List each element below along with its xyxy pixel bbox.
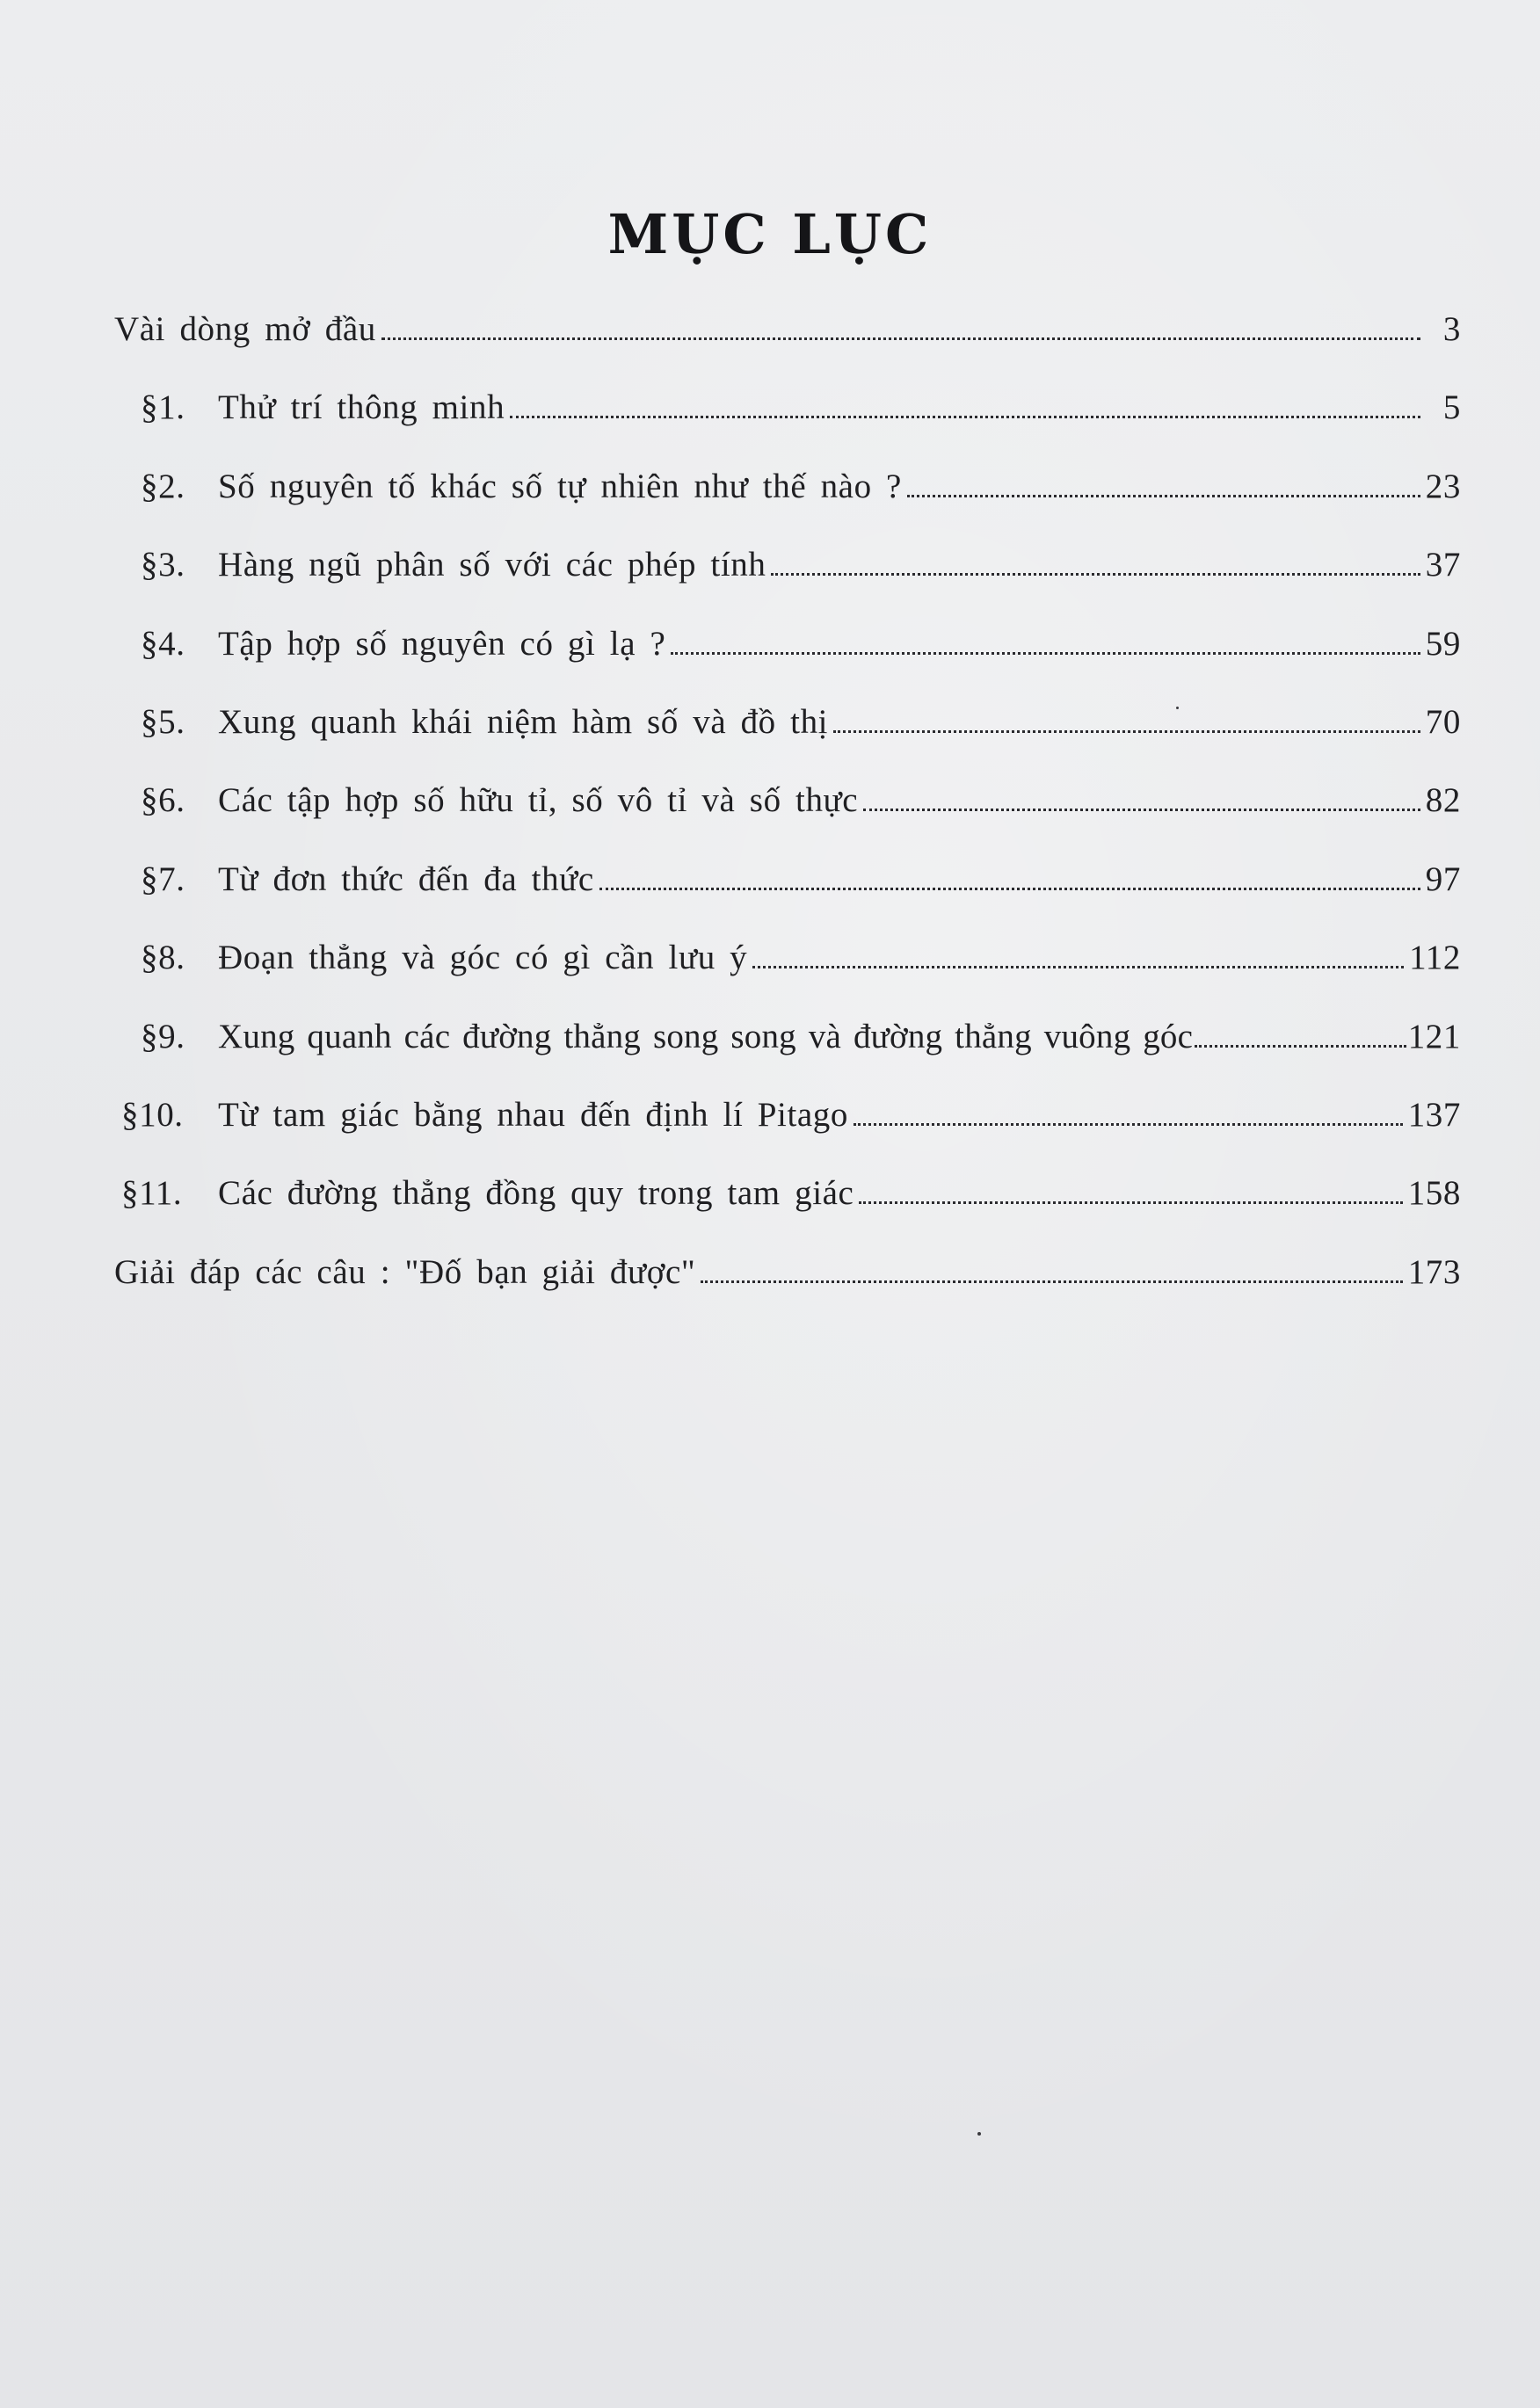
toc-entry-page: 121 [1407, 1017, 1461, 1055]
toc-entry-page: 82 [1425, 781, 1461, 820]
toc-entry-page: 37 [1425, 546, 1461, 584]
toc-entry-page: 112 [1409, 939, 1461, 977]
toc-entry-section-3 [114, 545, 1461, 623]
toc-entry-page: 23 [1425, 467, 1461, 505]
toc-entry-number: §10. [121, 1095, 184, 1134]
toc-entry-page: 158 [1407, 1174, 1461, 1213]
toc-entry-page: 5 [1442, 388, 1461, 427]
toc-entry-label: Các đường thẳng đồng quy trong tam giác [218, 1174, 854, 1213]
toc-entry-section-11 [114, 1173, 1461, 1251]
ink-speck [977, 2132, 981, 2136]
toc-entry-number: §7. [141, 859, 185, 898]
toc-entry-number: §5. [141, 702, 185, 741]
dot-leader [863, 809, 1420, 811]
toc-entry-page: 3 [1442, 310, 1461, 348]
toc-entry-label: Hàng ngũ phân số với các phép tính [218, 546, 766, 584]
toc-entry-number: §4. [141, 624, 185, 663]
toc-entry-label: Các tập hợp số hữu tỉ, số vô tỉ và số thực [218, 781, 859, 820]
dot-leader [833, 730, 1420, 733]
dot-leader [381, 337, 1420, 340]
toc-entry-label: Số nguyên tố khác số tự nhiên như thế nào ? [218, 467, 902, 505]
dot-leader [859, 1201, 1402, 1204]
toc-entry-number: §11. [121, 1174, 183, 1213]
toc-entry-section-10 [114, 1095, 1461, 1173]
dot-leader [854, 1123, 1403, 1126]
dot-leader [907, 495, 1420, 497]
toc-entry-label: Từ tam giác bằng nhau đến định lí Pitago [218, 1095, 849, 1134]
dot-leader [771, 573, 1420, 576]
dot-leader [701, 1280, 1402, 1283]
toc-entry-section-6 [114, 780, 1461, 859]
toc-entry-number: §1. [141, 388, 185, 427]
dot-leader [510, 416, 1420, 418]
dot-leader [752, 966, 1404, 968]
toc-entry-label: Giải đáp các câu : "Đố bạn giải được" [114, 1252, 696, 1291]
toc-entry-page: 97 [1425, 859, 1461, 898]
toc-entry-page: 137 [1407, 1095, 1461, 1134]
toc-entry-intro [114, 309, 1461, 388]
toc-entry-number: §3. [141, 546, 185, 584]
toc-entry-label: Thử trí thông minh [218, 388, 505, 427]
toc-entry-section-9 [114, 1017, 1461, 1095]
toc-entry-section-7 [114, 859, 1461, 938]
ink-speck [1176, 707, 1179, 709]
toc-entry-number: §8. [141, 939, 185, 977]
toc-entry-number: §6. [141, 781, 185, 820]
toc-entry-label: Đoạn thẳng và góc có gì cần lưu ý [218, 939, 748, 977]
toc-entry-section-1 [114, 388, 1461, 466]
toc-entry-label: Tập hợp số nguyên có gì lạ ? [218, 624, 666, 663]
toc-entry-number: §2. [141, 467, 185, 505]
toc-entry-section-2 [114, 467, 1461, 545]
page-title: MỤC LỤC [607, 201, 933, 266]
toc-entry-section-4 [114, 624, 1461, 702]
dot-leader [671, 652, 1420, 655]
toc-entry-page: 70 [1425, 702, 1461, 741]
toc-entry-label: Vài dòng mở đầu [114, 310, 376, 348]
toc-entry-page: 59 [1425, 624, 1461, 663]
toc-entry-section-8 [114, 938, 1461, 1016]
dot-leader [1195, 1045, 1406, 1048]
toc-entry-number: §9. [141, 1017, 185, 1055]
dot-leader [599, 888, 1420, 890]
table-of-contents [114, 309, 1461, 1331]
toc-entry-label: Xung quanh các đường thẳng song song và đường thẳng vuông góc [218, 1017, 1194, 1055]
toc-entry-page: 173 [1407, 1252, 1461, 1291]
toc-entry-label: Xung quanh khái niệm hàm số và đồ thị [218, 702, 829, 741]
toc-entry-label: Từ đơn thức đến đa thức [218, 859, 594, 898]
toc-entry-answers [114, 1252, 1461, 1331]
toc-entry-section-5 [114, 702, 1461, 780]
